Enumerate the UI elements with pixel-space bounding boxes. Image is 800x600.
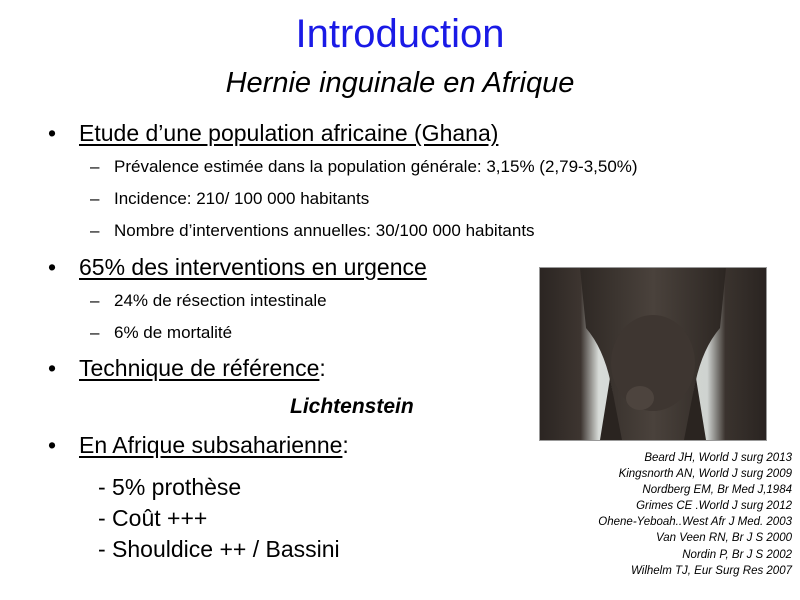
sub-item [90,189,369,209]
slide-title: Introduction [295,12,505,56]
dash-marker: – [90,323,100,342]
clinical-photo-illustration [540,268,766,440]
clinical-photo [539,267,767,441]
reference-item: Ohene-Yeboah..West Afr J Med. 2003 [598,516,792,529]
bullet-suffix: : [319,355,326,381]
sub-item [90,323,232,343]
reference-item: Wilhelm TJ, Eur Surg Res 2007 [631,564,792,577]
technique-name: Lichtenstein [290,395,414,418]
sub-item [90,221,535,241]
bullet-marker: • [48,432,57,458]
dash-marker: – [90,157,100,176]
sub-item-text: Incidence: 210/ 100 000 habitants [114,189,370,208]
sub-item-text: 24% de résection intestinale [114,291,327,310]
bullet-suffix: : [342,432,349,458]
reference-item: Kingsnorth AN, World J surg 2009 [618,468,792,481]
sub-item [90,157,638,177]
dash-marker: – [90,189,100,208]
dash-marker: – [90,291,100,310]
bullet-ghana-study [48,120,498,147]
bullet-marker: • [48,355,57,381]
reference-item: Grimes CE .World J surg 2012 [636,500,792,513]
bullet-marker: • [48,120,57,146]
bullet-emergency [48,254,427,281]
list-item: - Shouldice ++ / Bassini [98,536,340,562]
reference-item: Nordberg EM, Br Med J,1984 [642,484,792,497]
references-list [598,450,792,579]
reference-item: Beard JH, World J surg 2013 [644,452,792,464]
slide-subtitle: Hernie inguinale en Afrique [225,67,575,99]
bullet-text: Etude d’une population africaine (Ghana) [79,120,499,146]
bullet-marker: • [48,254,57,280]
sub-item-text: Prévalence estimée dans la population générale: 3,15% (2,79-3,50%) [114,157,638,176]
bullet-subsaharan [48,432,349,459]
bullet-text: Technique de référence [79,355,320,381]
dash-marker: – [90,221,100,240]
list-item: - 5% prothèse [98,474,242,500]
bullet-reference-technique [48,355,326,382]
reference-item: Van Veen RN, Br J S 2000 [656,532,792,545]
bullet-text: 65% des interventions en urgence [79,254,427,280]
sub-item [90,291,327,311]
bullet-text: En Afrique subsaharienne [79,432,343,458]
list-item: - Coût +++ [98,505,208,531]
reference-item: Nordin P, Br J S 2002 [682,548,792,561]
sub-item-text: Nombre d’interventions annuelles: 30/100 000 habitants [114,221,535,240]
sub-item-text: 6% de mortalité [114,323,233,342]
